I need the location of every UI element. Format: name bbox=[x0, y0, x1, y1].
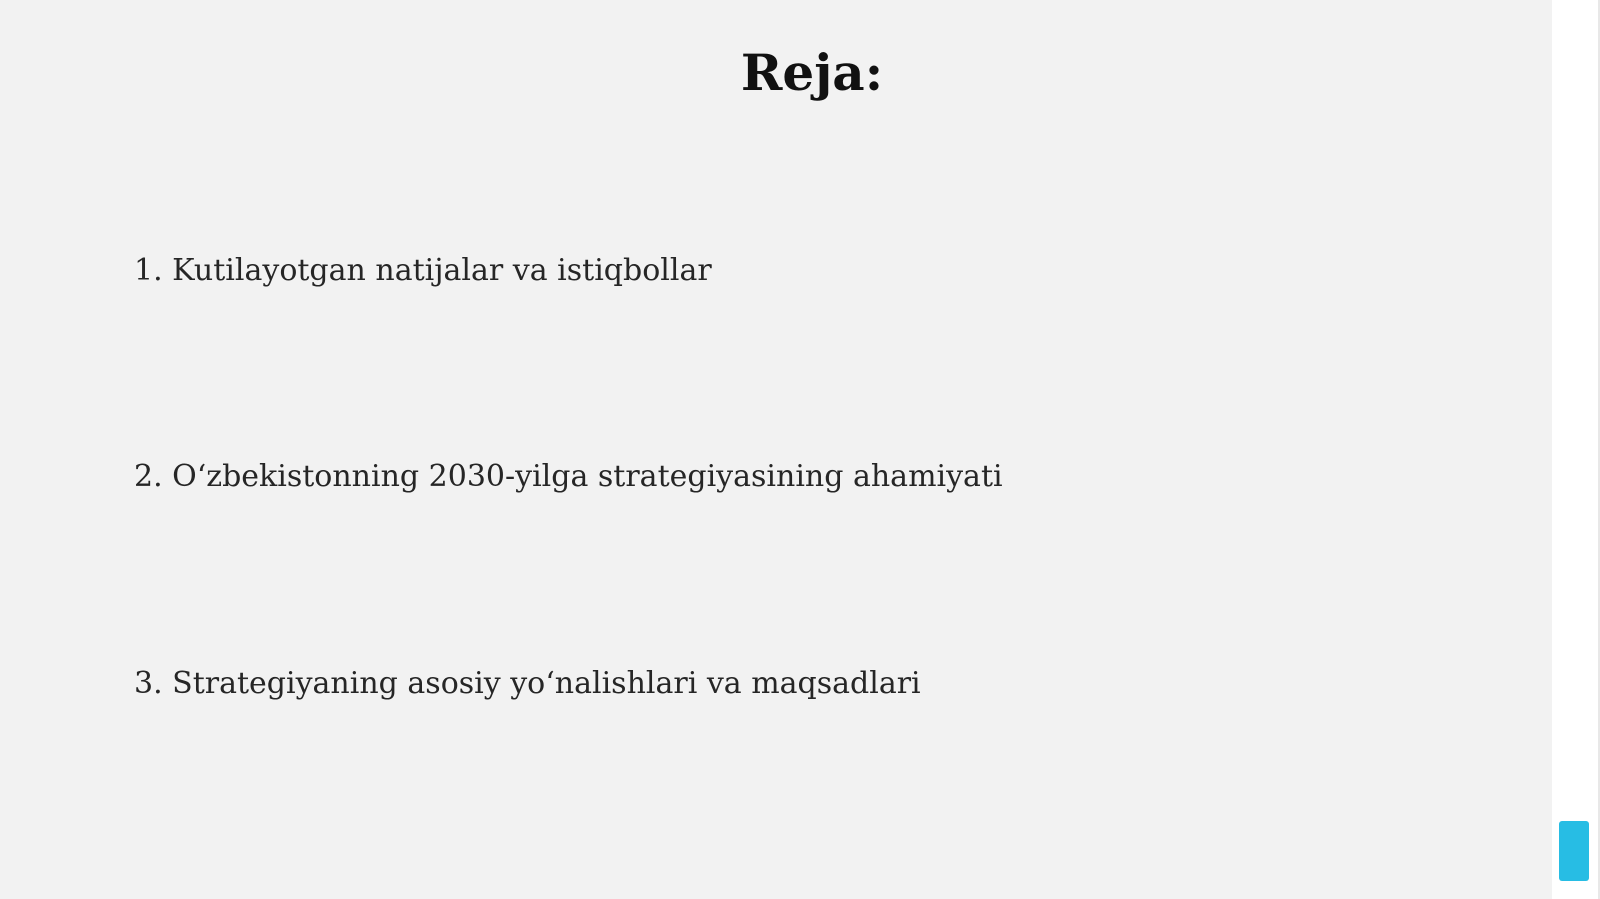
scrollbar-thumb[interactable] bbox=[1559, 821, 1589, 881]
slide-title: Reja: bbox=[740, 43, 884, 102]
plan-item-2: 2. O‘zbekistonning 2030-yilga strategiyasining ahamiyati bbox=[134, 459, 1003, 494]
plan-item-1: 1. Kutilayotgan natijalar va istiqbollar bbox=[134, 253, 712, 288]
scrollbar-track[interactable] bbox=[1552, 0, 1600, 899]
plan-item-3: 3. Strategiyaning asosiy yo‘nalishlari va maqsadlari bbox=[134, 666, 921, 701]
